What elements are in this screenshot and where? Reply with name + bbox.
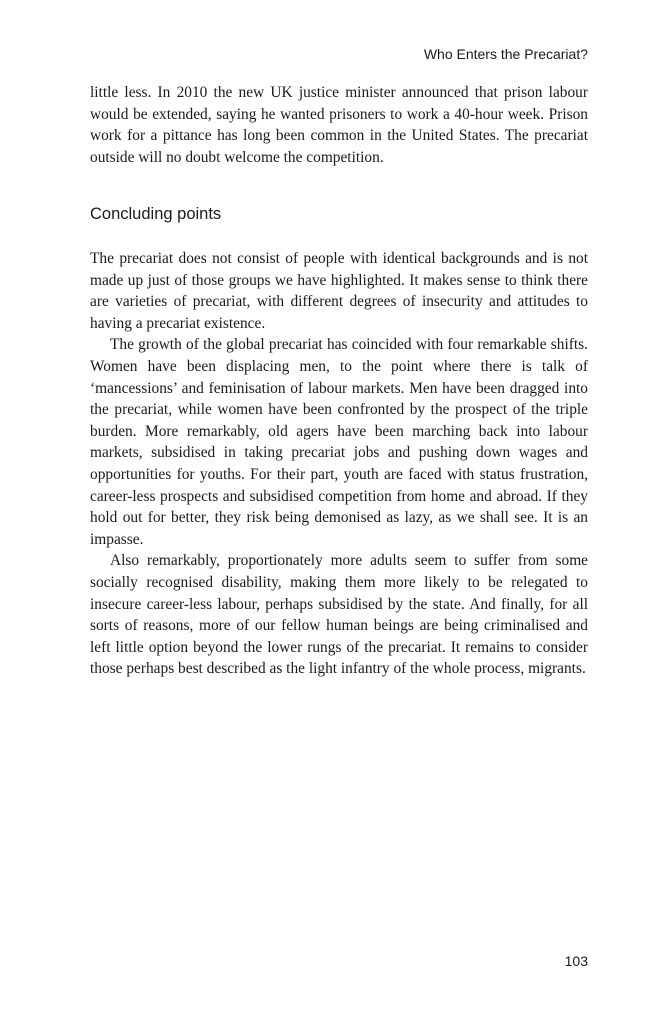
- paragraph: Also remarkably, proportionately more adults seem to suffer from some socially recognised disability, making them more likely to be relegated to insecure career-less labour, perhaps subsidised by the state. And finally, for all sorts of reasons, more of our fellow human beings are being criminalised and left little option beyond the lower rungs of the precariat. It remains to consider those perhaps best described as the light infantry of the whole process, migrants.: [90, 552, 588, 678]
- paragraph: The growth of the global precariat has coincided with four remarkable shifts. Women have been displacing men, to the point where there is talk of ‘mancessions’ and feminisation of labour markets. Men have been dragged into the precariat, while women have been confronted by the prospect of the triple burden. More remarkably, old agers have been marching back into labour markets, subsidised in taking precariat jobs and pushing down wages and opportunities for youths. For their part, youth are faced with status frustration, career-less prospects and subsidised competition from home and abroad. If they hold out for better, they risk being demonised as lazy, as we shall see. It is an impasse.: [90, 336, 588, 548]
- running-head: Who Enters the Precariat?: [423, 46, 588, 62]
- section-heading: Concluding points: [90, 205, 222, 223]
- paragraph: little less. In 2010 the new UK justice minister announced that prison labour would be extended, saying he wanted prisoners to work a 40-hour week. Prison work for a pittance has long been common in the United States. The precariat outside will no doubt welcome the competition.: [90, 84, 588, 166]
- paragraph: The precariat does not consist of people with identical backgrounds and is not made up just of those groups we have highlighted. It makes sense to think there are varieties of precariat, with different degrees of insecurity and attitudes to having a precariat existence.: [90, 250, 588, 332]
- section-body: [90, 248, 588, 680]
- body-text-continued: [90, 82, 588, 168]
- page-number: 103: [564, 953, 588, 969]
